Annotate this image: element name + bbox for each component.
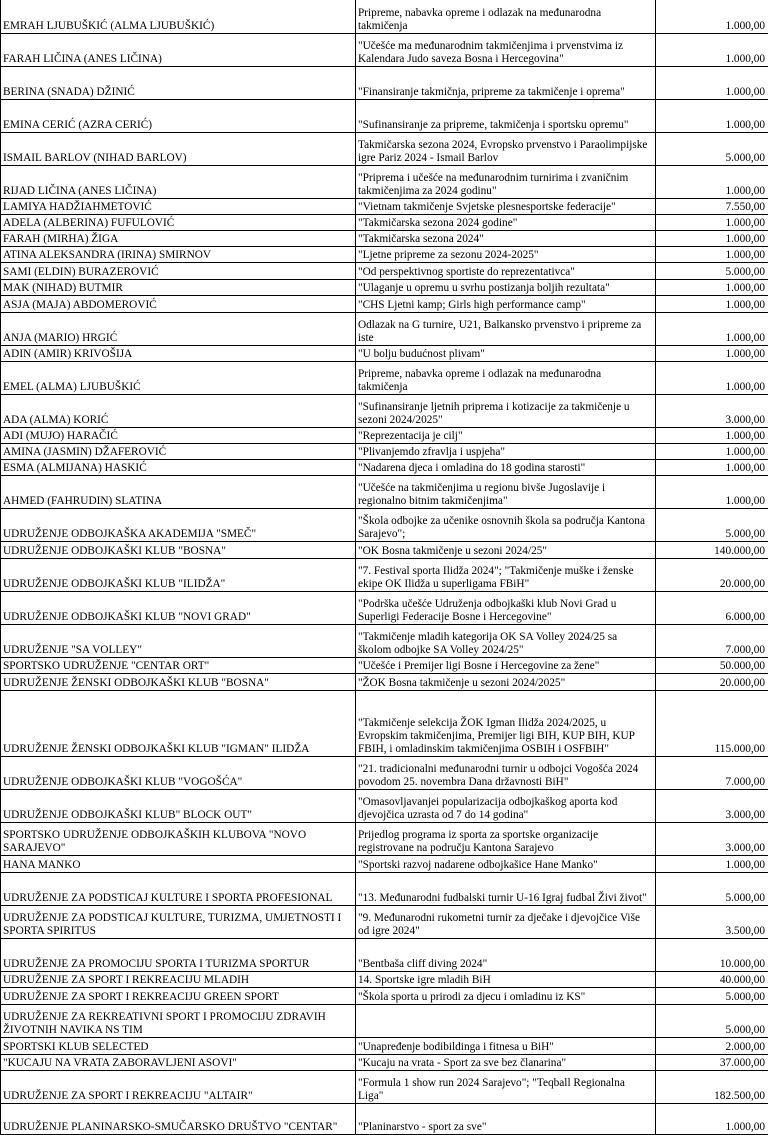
table-row	[1, 508, 768, 541]
program-title-cell: "Sufinansiranje ljetnih priprema i kotizacije za takmičenje u sezoni 2024/2025"	[356, 394, 656, 427]
amount-cell: 3.000,00	[656, 789, 768, 822]
table-row	[1, 657, 768, 673]
recipient-name-cell: UDRUŽENJE ZA REKREATIVNI SPORT I PROMOCIJU ZDRAVIH ŽIVOTNIH NAVIKA NS TIM	[1, 1004, 356, 1037]
table-row	[1, 66, 768, 99]
amount-cell: 1.000,00	[656, 475, 768, 508]
program-title-cell: "Učešće i Premijer ligi Bosne i Hercegovine za žene"	[356, 657, 656, 673]
table-row	[1, 789, 768, 822]
amount-cell: 115.000,00	[656, 690, 768, 756]
table-row	[1, 165, 768, 198]
amount-cell: 1.000,00	[656, 214, 768, 230]
amount-cell: 5.000,00	[656, 1004, 768, 1037]
recipient-name-cell: ADIN (AMIR) KRIVOŠIJA	[1, 345, 356, 361]
amount-cell: 3.500,00	[656, 905, 768, 938]
grants-table-body	[1, 0, 768, 1134]
program-title-cell: "21. tradicionalni međunarodni turnir u odbojci Vogošća 2024 povodom 25. novembra Dana državnosti BiH"	[356, 756, 656, 789]
amount-cell: 2.000,00	[656, 1037, 768, 1054]
program-title-cell: "Škola odbojke za učenike osnovnih škola sa područja Kantona Sarajevo";	[356, 508, 656, 541]
program-title-cell: Takmičarska sezona 2024, Evropsko prvenstvo i Paraolimpijske igre Pariz 2024 - Ismail Barlov	[356, 132, 656, 165]
recipient-name-cell: UDRUŽENJE PLANINARSKO-SMUČARSKO DRUŠTVO "CENTAR"	[1, 1103, 356, 1134]
amount-cell: 1.000,00	[656, 230, 768, 246]
table-row	[1, 971, 768, 987]
table-row	[1, 394, 768, 427]
program-title-cell: "Takmičenje mladih kategorija OK SA Volley 2024/25 sa školom odbojke SA Volley 2024/25"	[356, 624, 656, 657]
program-title-cell: "9. Međunarodni rukometni turnir za dječake i djevojčice Više od igre 2024"	[356, 905, 656, 938]
amount-cell: 140.000,00	[656, 541, 768, 558]
table-row	[1, 938, 768, 971]
program-title-cell: "13. Međunarodni fudbalski turnir U-16 Igraj fudbal Živi život"	[356, 872, 656, 905]
table-row	[1, 1054, 768, 1070]
program-title-cell: "OK Bosna takmičenje u sezoni 2024/25"	[356, 541, 656, 558]
amount-cell: 1.000,00	[656, 246, 768, 262]
program-title-cell: Prijedlog programa iz sporta za sportske organizacije registrovane na području Kantona Sarajevo	[356, 822, 656, 855]
recipient-name-cell: EMINA CERIĆ (AZRA CERIĆ)	[1, 99, 356, 132]
table-row	[1, 872, 768, 905]
table-row	[1, 99, 768, 132]
amount-cell: 1.000,00	[656, 279, 768, 295]
table-row	[1, 591, 768, 624]
amount-cell: 1.000,00	[656, 855, 768, 872]
table-row	[1, 345, 768, 361]
recipient-name-cell: HANA MANKO	[1, 855, 356, 872]
table-row	[1, 459, 768, 475]
amount-cell: 1.000,00	[656, 1103, 768, 1134]
amount-cell: 1.000,00	[656, 33, 768, 66]
amount-cell: 7.000,00	[656, 624, 768, 657]
recipient-name-cell: UDRUŽENJE ODBOJKAŠKI KLUB "BOSNA"	[1, 541, 356, 558]
recipient-name-cell: UDRUŽENJE ZA SPORT I REKREACIJU MLADIH	[1, 971, 356, 987]
table-row	[1, 33, 768, 66]
recipient-name-cell: BERINA (SNADA) DŽINIĆ	[1, 66, 356, 99]
amount-cell: 20.000,00	[656, 558, 768, 591]
amount-cell: 40.000,00	[656, 971, 768, 987]
amount-cell: 7.550,00	[656, 198, 768, 214]
program-title-cell: "Bentbaša cliff diving 2024"	[356, 938, 656, 971]
recipient-name-cell: LAMIYA HADŽIAHMETOVIĆ	[1, 198, 356, 214]
recipient-name-cell: FARAH LIČINA (ANES LIČINA)	[1, 33, 356, 66]
table-row	[1, 475, 768, 508]
table-row	[1, 541, 768, 558]
recipient-name-cell: "KUCAJU NA VRATA ZABORAVLJENI ASOVI"	[1, 1054, 356, 1070]
recipient-name-cell: ADELA (ALBERINA) FUFULOVIĆ	[1, 214, 356, 230]
program-title-cell: "Takmičarska sezona 2024"	[356, 230, 656, 246]
program-title-cell: "Reprezentacija je cilj"	[356, 427, 656, 443]
table-row	[1, 624, 768, 657]
program-title-cell: "Ulaganje u opremu u svrhu postizanja boljih rezultata"	[356, 279, 656, 295]
program-title-cell: "Omasovljavanjei popularizacija odbojkaškog aporta kod djevojčica uzrasta od 7 do 14 godina"	[356, 789, 656, 822]
program-title-cell: "7. Festival sporta Ilidža 2024"; "Takmičenje muške i ženske ekipe OK Ilidža u superligama FBiH"	[356, 558, 656, 591]
recipient-name-cell: ISMAIL BARLOV (NIHAD BARLOV)	[1, 132, 356, 165]
recipient-name-cell: ESMA (ALMIJANA) HASKIĆ	[1, 459, 356, 475]
amount-cell: 20.000,00	[656, 673, 768, 690]
recipient-name-cell: RIJAD LIČINA (ANES LIČINA)	[1, 165, 356, 198]
amount-cell: 1.000,00	[656, 0, 768, 33]
table-row	[1, 690, 768, 756]
amount-cell: 1.000,00	[656, 361, 768, 394]
table-row	[1, 1103, 768, 1134]
program-title-cell: "Škola sporta u prirodi za djecu i omladinu iz KS"	[356, 987, 656, 1004]
program-title-cell: "ŽOK Bosna takmičenje u sezoni 2024/2025"	[356, 673, 656, 690]
recipient-name-cell: AHMED (FAHRUDIN) SLATINA	[1, 475, 356, 508]
amount-cell: 1.000,00	[656, 165, 768, 198]
table-row	[1, 132, 768, 165]
recipient-name-cell: UDRUŽENJE ZA SPORT I REKREACIJU GREEN SPORT	[1, 987, 356, 1004]
table-row	[1, 246, 768, 262]
program-title-cell: "Kucaju na vrata - Sport za sve bez članarina"	[356, 1054, 656, 1070]
table-row	[1, 987, 768, 1004]
program-title-cell: "Formula 1 show run 2024 Sarajevo"; "Teqball Regionalna Liga"	[356, 1070, 656, 1103]
table-row	[1, 198, 768, 214]
program-title-cell: "U bolju budućnost plivam"	[356, 345, 656, 361]
table-row	[1, 443, 768, 459]
amount-cell: 1.000,00	[656, 459, 768, 475]
recipient-name-cell: EMEL (ALMA) LJUBUŠKIĆ	[1, 361, 356, 394]
amount-cell: 10.000,00	[656, 938, 768, 971]
table-row	[1, 558, 768, 591]
recipient-name-cell: UDRUŽENJE ŽENSKI ODBOJKAŠKI KLUB "IGMAN" ILIDŽA	[1, 690, 356, 756]
program-title-cell: "Finansiranje takmičnja, pripreme za takmičenje i oprema"	[356, 66, 656, 99]
recipient-name-cell: UDRUŽENJE ODBOJKAŠKI KLUB "ILIDŽA"	[1, 558, 356, 591]
amount-cell: 6.000,00	[656, 591, 768, 624]
table-row	[1, 361, 768, 394]
program-title-cell: "Učešće ma međunarodnim takmičenjima i prvenstvima iz Kalendara Judo saveza Bosna i Hercegovina"	[356, 33, 656, 66]
program-title-cell: Pripreme, nabavka opreme i odlazak na međunarodna takmičenja	[356, 0, 656, 33]
table-row	[1, 1004, 768, 1037]
program-title-cell	[356, 1004, 656, 1037]
program-title-cell: "Sportski razvoj nadarene odbojkašice Hane Manko"	[356, 855, 656, 872]
amount-cell: 1.000,00	[656, 443, 768, 459]
program-title-cell: "Vietnam takmičenje Svjetske plesnesportske federacije"	[356, 198, 656, 214]
table-row	[1, 230, 768, 246]
amount-cell: 5.000,00	[656, 872, 768, 905]
program-title-cell: "Učešće na takmičenjima u regionu bivše Jugoslavije i regionalno bitnim takmičenjima"	[356, 475, 656, 508]
program-title-cell: 14. Sportske igre mladih BiH	[356, 971, 656, 987]
program-title-cell: "CHS Ljetni kamp; Girls high performance camp"	[356, 295, 656, 312]
amount-cell: 3.000,00	[656, 394, 768, 427]
amount-cell: 5.000,00	[656, 508, 768, 541]
amount-cell: 3.000,00	[656, 822, 768, 855]
program-title-cell: "Sufinansiranje za pripreme, takmičenja i sportsku opremu"	[356, 99, 656, 132]
recipient-name-cell: SPORTSKI KLUB SELECTED	[1, 1037, 356, 1054]
amount-cell: 1.000,00	[656, 312, 768, 345]
amount-cell: 1.000,00	[656, 66, 768, 99]
amount-cell: 7.000,00	[656, 756, 768, 789]
recipient-name-cell: ADI (MUJO) HARAČIĆ	[1, 427, 356, 443]
table-row	[1, 855, 768, 872]
program-title-cell: Pripreme, nabavka opreme i odlazak na međunarodna takmičenja	[356, 361, 656, 394]
program-title-cell: "Nadarena djeca i omladina do 18 godina starosti"	[356, 459, 656, 475]
recipient-name-cell: SPORTSKO UDRUŽENJE "CENTAR ORT"	[1, 657, 356, 673]
program-title-cell: Odlazak na G turnire, U21, Balkansko prvenstvo i pripreme za iste	[356, 312, 656, 345]
recipient-name-cell: UDRUŽENJE ODBOJKAŠKI KLUB "VOGOŠĆA"	[1, 756, 356, 789]
table-row	[1, 756, 768, 789]
recipient-name-cell: UDRUŽENJE ODBOJKAŠKA AKADEMIJA "SMEČ"	[1, 508, 356, 541]
program-title-cell: "Ljetne pripreme za sezonu 2024-2025"	[356, 246, 656, 262]
recipient-name-cell: ADA (ALMA) KORIĆ	[1, 394, 356, 427]
recipient-name-cell: UDRUŽENJE ZA PODSTICAJ KULTURE, TURIZMA, UMJETNOSTI I SPORTA SPIRITUS	[1, 905, 356, 938]
recipient-name-cell: ATINA ALEKSANDRA (IRINA) SMIRNOV	[1, 246, 356, 262]
table-row	[1, 1037, 768, 1054]
table-row	[1, 822, 768, 855]
amount-cell: 50.000,00	[656, 657, 768, 673]
program-title-cell: "Plivanjemdo zfravlja i uspjeha"	[356, 443, 656, 459]
amount-cell: 1.000,00	[656, 427, 768, 443]
recipient-name-cell: UDRUŽENJE ZA PODSTICAJ KULTURE I SPORTA PROFESIONAL	[1, 872, 356, 905]
amount-cell: 1.000,00	[656, 345, 768, 361]
table-row	[1, 427, 768, 443]
amount-cell: 5.000,00	[656, 262, 768, 279]
table-row	[1, 905, 768, 938]
program-title-cell: "Takmičarska sezona 2024 godine"	[356, 214, 656, 230]
table-row	[1, 1070, 768, 1103]
recipient-name-cell: UDRUŽENJE ZA SPORT I REKREACIJU "ALTAIR"	[1, 1070, 356, 1103]
recipient-name-cell: SAMI (ELDIN) BURAZEROVIĆ	[1, 262, 356, 279]
recipient-name-cell: UDRUŽENJE ODBOJKAŠKI KLUB "NOVI GRAD"	[1, 591, 356, 624]
amount-cell: 182.500,00	[656, 1070, 768, 1103]
recipient-name-cell: UDRUŽENJE "SA VOLLEY"	[1, 624, 356, 657]
program-title-cell: "Priprema i učešće na međunarodnim turnirima i zvaničnim takmičenjima za 2024 godinu"	[356, 165, 656, 198]
recipient-name-cell: ANJA (MARIO) HRGIĆ	[1, 312, 356, 345]
amount-cell: 5.000,00	[656, 987, 768, 1004]
recipient-name-cell: UDRUŽENJE ŽENSKI ODBOJKAŠKI KLUB "BOSNA"	[1, 673, 356, 690]
table-row	[1, 673, 768, 690]
recipient-name-cell: UDRUŽENJE ZA PROMOCIJU SPORTA I TURIZMA SPORTUR	[1, 938, 356, 971]
recipient-name-cell: SPORTSKO UDRUŽENJE ODBOJKAŠKIH KLUBOVA "NOVO SARAJEVO"	[1, 822, 356, 855]
program-title-cell: "Planinarstvo - sport za sve"	[356, 1103, 656, 1134]
recipient-name-cell: EMRAH LJUBUŠKIĆ (ALMA LJUBUŠKIĆ)	[1, 0, 356, 33]
table-row	[1, 295, 768, 312]
recipient-name-cell: AMINA (JASMIN) DŽAFEROVIĆ	[1, 443, 356, 459]
recipient-name-cell: UDRUŽENJE ODBOJKAŠKI KLUB" BLOCK OUT"	[1, 789, 356, 822]
program-title-cell: "Od perspektivnog sportiste do reprezentativca"	[356, 262, 656, 279]
table-row	[1, 0, 768, 33]
recipient-name-cell: ASJA (MAJA) ABDOMEROVIĆ	[1, 295, 356, 312]
amount-cell: 5.000,00	[656, 132, 768, 165]
table-row	[1, 214, 768, 230]
program-title-cell: "Unapređenje bodibildinga i fitnesa u BiH"	[356, 1037, 656, 1054]
table-row	[1, 312, 768, 345]
program-title-cell: "Takmičenje selekcija ŽOK Igman Ilidža 2024/2025, u Evropskim takmičenjima, Premijer ligi BIH, KUP BIH, KUP FBIH, i omladinskim takmičenjima OSBIH i OSFBIH"	[356, 690, 656, 756]
recipient-name-cell: MAK (NIHAD) BUTMIR	[1, 279, 356, 295]
amount-cell: 1.000,00	[656, 99, 768, 132]
recipient-name-cell: FARAH (MIRHA) ŽIGA	[1, 230, 356, 246]
program-title-cell: "Podrška učešće Udruženja odbojkaški klub Novi Grad u Superligi Federacije Bosne i Hercegovine"	[356, 591, 656, 624]
table-row	[1, 279, 768, 295]
table-row	[1, 262, 768, 279]
amount-cell: 1.000,00	[656, 295, 768, 312]
amount-cell: 37.000,00	[656, 1054, 768, 1070]
